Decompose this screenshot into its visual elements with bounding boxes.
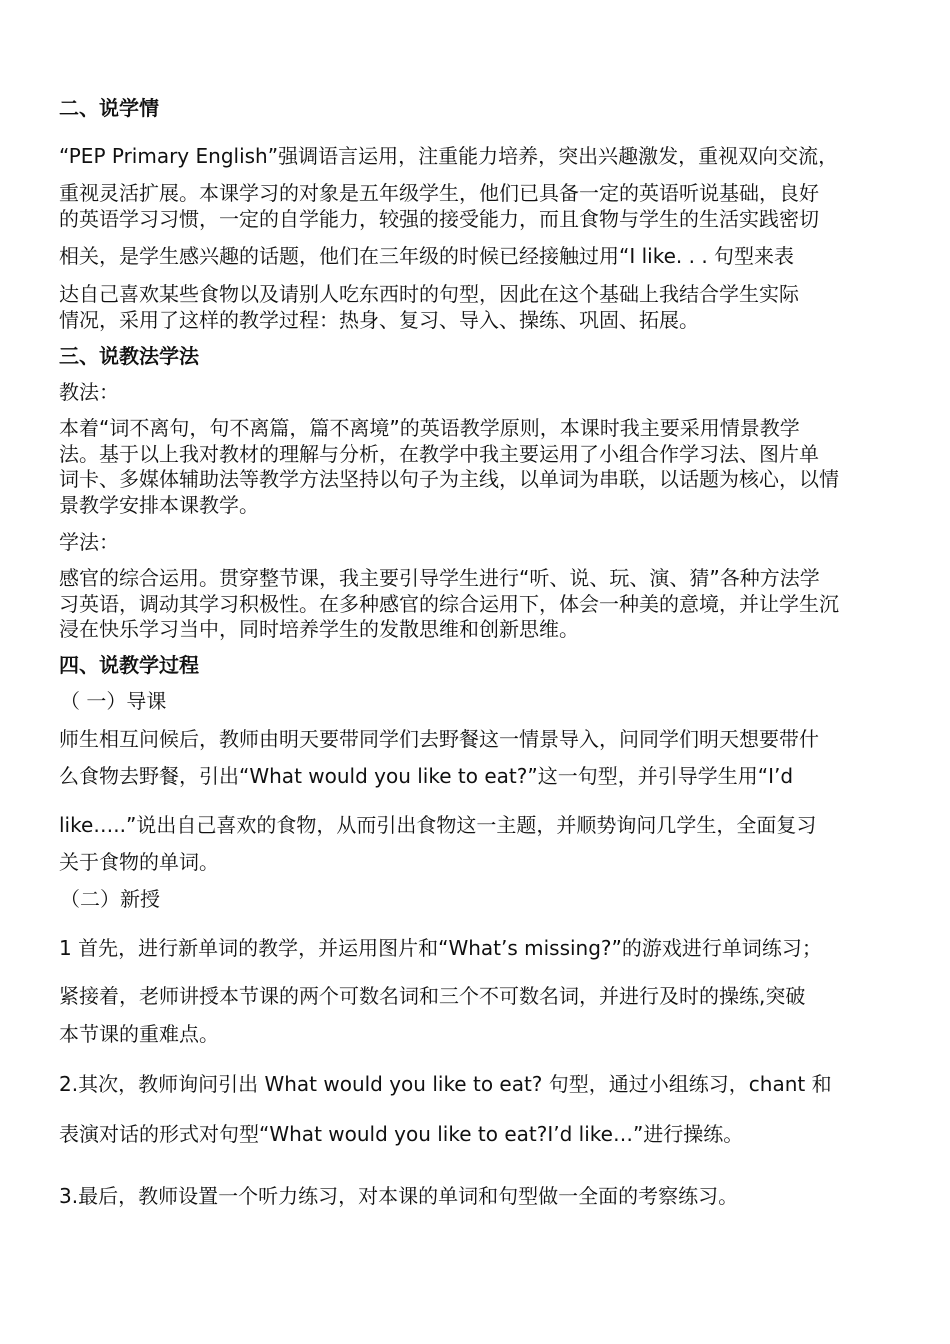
paragraph-line: 相关，是学生感兴趣的话题，他们在三年级的时候已经接触过用“I like. . . 句型来表	[59, 244, 795, 268]
paragraph-line: 表演对话的形式对句型“What would you like to eat?I’d like…”进行操练。	[59, 1122, 744, 1146]
subheading-learning-method: 学法：	[59, 530, 119, 554]
paragraph-line: 情况，采用了这样的教学过程：热身、复习、导入、操练、巩固、拓展。	[59, 308, 699, 332]
paragraph-line: 浸在快乐学习当中，同时培养学生的发散思维和创新思维。	[59, 617, 579, 641]
paragraph-line: 2.其次，教师询问引出 What would you like to eat? 句型，通过小组练习，chant 和	[59, 1072, 832, 1096]
paragraph-line: 么食物去野餐，引出“What would you like to eat?”这一句型，并引导学生用“I’d	[59, 764, 794, 788]
paragraph-line: “PEP Primary English”强调语言运用，注重能力培养，突出兴趣激发，重视双向交流，	[59, 144, 839, 168]
paragraph-line: like…..”说出自己喜欢的食物，从而引出食物这一主题，并顺势询问几学生，全面复习	[59, 813, 817, 837]
paragraph-line: 词卡、多媒体辅助法等教学方法坚持以句子为主线，以单词为串联，以话题为核心，以情	[59, 467, 839, 491]
section-heading-student-analysis: 二、说学情	[59, 96, 159, 120]
paragraph-line: 法。基于以上我对教材的理解与分析，在教学中我主要运用了小组合作学习法、图片单	[59, 442, 819, 466]
paragraph-line: 紧接着，老师讲授本节课的两个可数名词和三个不可数名词，并进行及时的操练,突破	[59, 984, 806, 1008]
subheading-teaching-method: 教法：	[59, 380, 119, 404]
paragraph-line: 本节课的重难点。	[59, 1022, 219, 1046]
paragraph-line: 师生相互问候后，教师由明天要带同学们去野餐这一情景导入，问同学们明天想要带什	[59, 727, 819, 751]
paragraph-line: 关于食物的单词。	[59, 850, 219, 874]
paragraph-line: 1 首先，进行新单词的教学，并运用图片和“What’s missing?”的游戏进行单词练习；	[59, 936, 822, 960]
paragraph-line: 本着“词不离句，句不离篇，篇不离境”的英语教学原则，本课时我主要采用情景教学	[59, 416, 800, 440]
paragraph-line: 达自己喜欢某些食物以及请别人吃东西时的句型，因此在这个基础上我结合学生实际	[59, 282, 799, 306]
section-heading-methods: 三、说教法学法	[59, 344, 199, 368]
paragraph-line: 重视灵活扩展。本课学习的对象是五年级学生，他们已具备一定的英语听说基础，良好	[59, 181, 819, 205]
subheading-new-lesson: （二）新授	[60, 887, 160, 911]
paragraph-line: 习英语，调动其学习积极性。在多种感官的综合运用下，体会一种美的意境，并让学生沉	[59, 592, 839, 616]
subheading-lead-in: （ 一）导课	[60, 689, 167, 713]
paragraph-line: 3.最后，教师设置一个听力练习，对本课的单词和句型做一全面的考察练习。	[59, 1184, 739, 1208]
paragraph-line: 景教学安排本课教学。	[59, 493, 259, 517]
section-heading-process: 四、说教学过程	[59, 653, 199, 677]
paragraph-line: 的英语学习习惯，一定的自学能力，较强的接受能力，而且食物与学生的生活实践密切	[59, 207, 819, 231]
paragraph-line: 感官的综合运用。贯穿整节课，我主要引导学生进行“听、说、玩、演、猜”各种方法学	[59, 566, 820, 590]
